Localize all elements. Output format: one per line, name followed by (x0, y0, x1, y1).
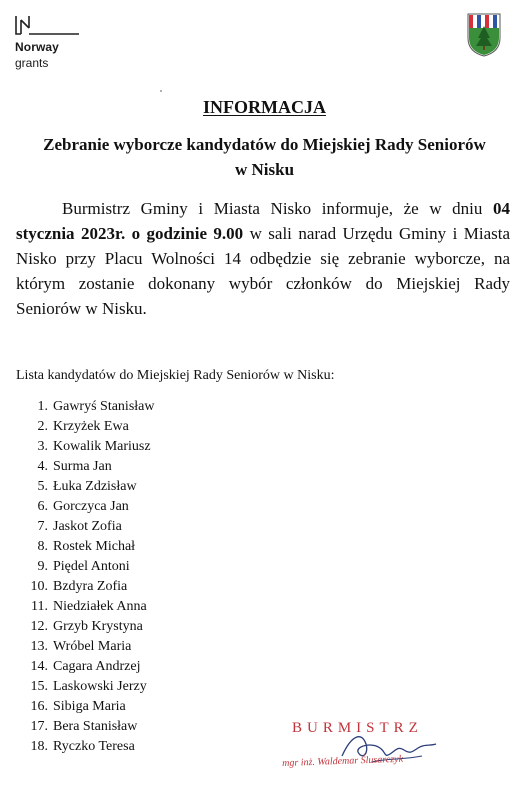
list-item (16, 517, 155, 537)
list-item-number: 8. (37, 539, 48, 554)
list-item-number: 5. (37, 479, 48, 494)
scan-speck (160, 90, 162, 92)
list-item-number: 3. (37, 439, 48, 454)
stamp-name: mgr inż. Waldemar Ślusarczyk (282, 753, 404, 769)
list-item (16, 677, 155, 697)
list-item (16, 457, 155, 477)
list-item (16, 477, 155, 497)
list-item (16, 437, 155, 457)
list-item-number: 15. (30, 679, 48, 694)
list-item-name: Bera Stanisław (53, 719, 138, 734)
list-item-name: Wróbel Maria (53, 639, 132, 654)
list-item-name: Gorczyca Jan (53, 499, 129, 514)
list-item (16, 737, 155, 757)
candidates-list (16, 397, 155, 757)
list-item (16, 537, 155, 557)
announcement-part-1: Burmistrz Gminy i Miasta Nisko informuje, że w dniu (62, 199, 483, 218)
page-title: INFORMACJA (203, 97, 326, 117)
mayor-stamp (272, 710, 512, 785)
list-item (16, 657, 155, 677)
list-item-name: Krzyżek Ewa (53, 419, 129, 434)
list-item-number: 13. (30, 639, 48, 654)
list-item (16, 617, 155, 637)
list-item-name: Ryczko Teresa (53, 739, 135, 754)
list-item-number: 16. (30, 699, 48, 714)
list-item-name: Laskowski Jerzy (53, 679, 147, 694)
nisko-coat-of-arms-icon (466, 12, 502, 58)
list-item (16, 577, 155, 597)
stamp-title: BURMISTRZ (292, 720, 423, 736)
list-item (16, 697, 155, 717)
list-item-name: Gawryś Stanisław (53, 399, 155, 414)
list-item (16, 417, 155, 437)
candidates-list-heading: Lista kandydatów do Miejskiej Rady Seniorów w Nisku: (16, 368, 335, 383)
logo-name: Norway (15, 40, 59, 54)
list-item-name: Niedziałek Anna (53, 599, 147, 614)
list-item-name: Rostek Michał (53, 539, 136, 554)
list-item-number: 10. (30, 579, 48, 594)
list-item (16, 397, 155, 417)
list-item-name: Surma Jan (53, 459, 112, 474)
list-item-number: 6. (37, 499, 48, 514)
list-item (16, 497, 155, 517)
list-item-name: Sibiga Maria (53, 699, 126, 714)
list-item-number: 17. (30, 719, 48, 734)
list-item-name: Piędel Antoni (53, 559, 130, 574)
list-item-number: 2. (37, 419, 48, 434)
list-item (16, 717, 155, 737)
announcement-text (16, 196, 510, 321)
list-item-number: 1. (37, 399, 48, 414)
list-item (16, 637, 155, 657)
list-item-number: 4. (37, 459, 48, 474)
list-item-name: Jaskot Zofia (53, 519, 122, 534)
norway-grants-logo (13, 14, 83, 74)
list-item-number: 7. (37, 519, 48, 534)
list-item (16, 597, 155, 617)
list-item-number: 12. (30, 619, 48, 634)
list-item-name: Łuka Zdzisław (53, 479, 137, 494)
list-item-name: Cagara Andrzej (53, 659, 141, 674)
list-item-name: Grzyb Krystyna (53, 619, 143, 634)
list-item-number: 14. (30, 659, 48, 674)
list-item-number: 9. (37, 559, 48, 574)
page-subtitle: Zebranie wyborcze kandydatów do Miejskiej Rady Seniorów w Nisku (43, 135, 486, 179)
list-item-number: 18. (30, 739, 48, 754)
list-item-number: 11. (31, 599, 48, 614)
list-item-name: Kowalik Mariusz (53, 439, 151, 454)
norway-grants-logo-icon (13, 14, 83, 36)
list-item (16, 557, 155, 577)
announcement-part-2: w sali narad Urzędu Gminy i Miasta Nisko przy Placu Wolności 14 odbędzie się zebranie wyborcze, na którym zostanie dokonany wybór członków do Miejskiej Rady Seniorów w Nisku. (16, 224, 510, 318)
list-item-name: Bzdyra Zofia (53, 579, 128, 594)
logo-subtitle: grants (15, 56, 49, 70)
announcement-date: 04 stycznia 2023r. o godzinie 9.00 (16, 199, 511, 243)
